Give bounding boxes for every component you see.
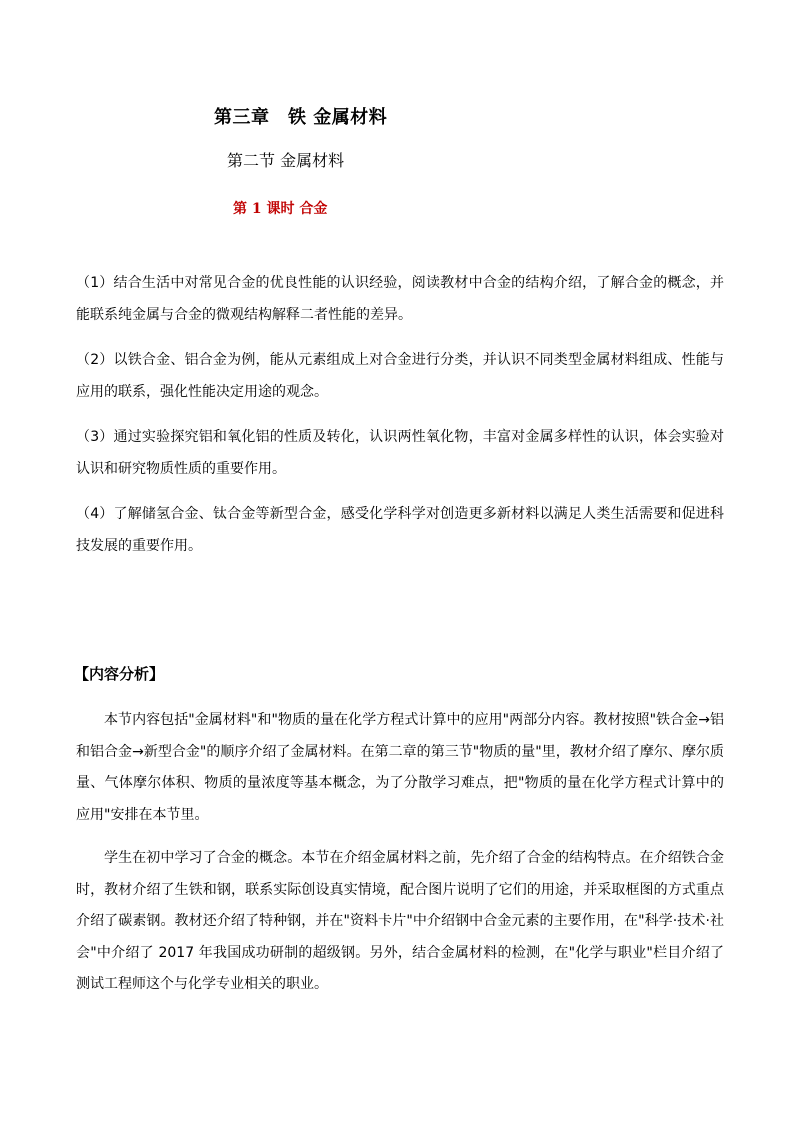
objective-item: （3）通过实验探究铝和氧化铝的性质及转化，认识两性氧化物，丰富对金属多样性的认识，体会实验对认识和研究物质性质的重要作用。 — [76, 429, 724, 477]
analysis-paragraph: 本节内容包括"金属材料"和"物质的量在化学方程式计算中的应用"两部分内容。教材按照"铁合金→铝和铝合金→新型合金"的顺序介绍了金属材料。在第二章的第三节"物质的量"里，教材介绍了摩尔、摩尔质量、气体摩尔体积、物质的量浓度等基本概念，为了分散学习难点，把"物质的量在化学方程式计算中的应用"安排在本节里。 — [76, 712, 724, 823]
lesson-title: 第 1 课时 合金 — [233, 201, 328, 217]
objective-item: （1）结合生活中对常见合金的优良性能的认识经验，阅读教材中合金的结构介绍，了解合金的概念，并能联系纯金属与合金的微观结构解释二者性能的差异。 — [76, 275, 724, 323]
analysis-paragraph: 学生在初中学习了合金的概念。本节在介绍金属材料之前，先介绍了合金的结构特点。在介绍铁合金时，教材介绍了生铁和钢，联系实际创设真实情境，配合图片说明了它们的用途，并采取框图的方式重点介绍了碳素钢。教材还介绍了特种钢，并在"资料卡片"中介绍钢中合金元素的主要作用，在"科学·技术·社会"中介绍了 2017 年我国成功研制的超级钢。另外，结合金属材料的检测，在"化学与职业"栏目介绍了测试工程师这个与化学专业相关的职业。 — [76, 850, 724, 992]
section-title: 第二节 金属材料 — [227, 151, 345, 170]
learning-objectives — [76, 267, 724, 575]
content-analysis-heading: 【内容分析】 — [74, 665, 165, 683]
objective-item: （2）以铁合金、铝合金为例，能从元素组成上对合金进行分类，并认识不同类型金属材料组成、性能与应用的联系，强化性能决定用途的观念。 — [76, 352, 724, 400]
content-analysis-body — [76, 705, 724, 1013]
objective-item: （4）了解储氢合金、钛合金等新型合金，感受化学科学对创造更多新材料以满足人类生活需要和促进科技发展的重要作用。 — [76, 506, 724, 554]
chapter-title: 第三章 铁 金属材料 — [214, 107, 388, 128]
